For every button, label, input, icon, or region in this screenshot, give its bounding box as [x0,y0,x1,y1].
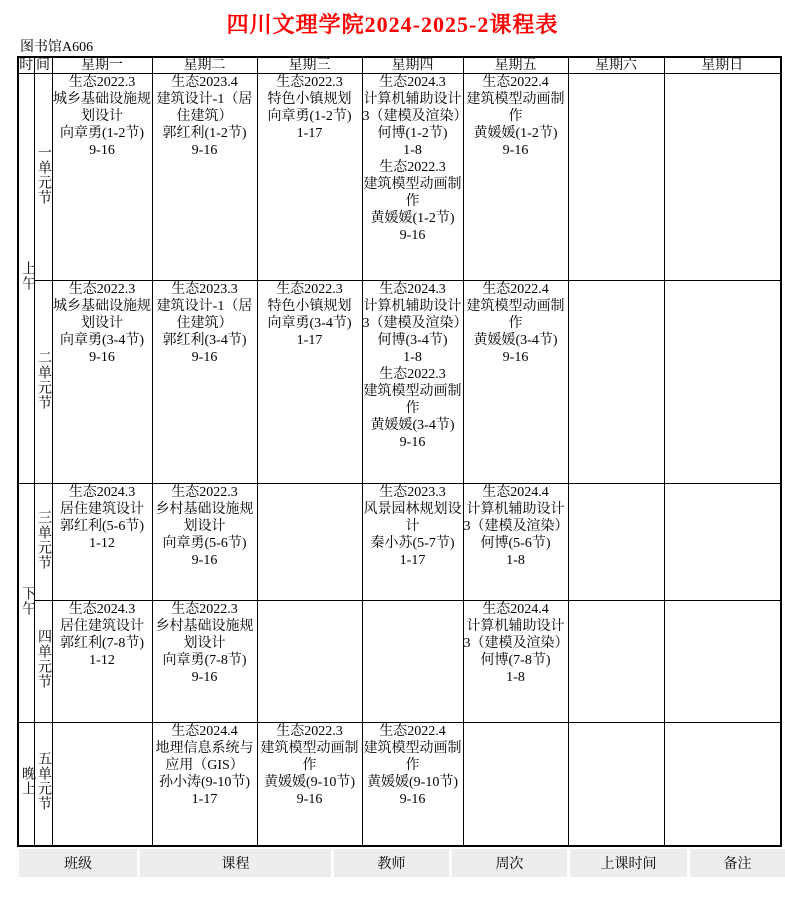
course-class: 生态2022.3 [379,160,446,175]
timetable-row [18,74,781,281]
course-teacher: 郭红利(7-8节) [60,636,144,651]
course-teacher: 秦小苏(5-7节) [370,536,455,551]
course-teacher: 向章勇(3-4节) [267,316,352,331]
course-weeks: 9-16 [399,228,426,243]
course-class: 生态2022.3 [171,602,238,617]
course-class: 生态2022.3 [171,485,238,500]
course-name: 居住建筑设计 [60,619,144,634]
course-class: 生态2024.4 [482,602,549,617]
course-cell [52,723,152,846]
unit-label-1: 二单元节 [34,281,52,484]
course-entry [464,281,568,366]
course-class: 生态2023.3 [379,485,446,500]
course-teacher: 黄媛媛(1-2节) [370,211,455,226]
course-teacher: 黄媛媛(9-10节) [367,775,458,790]
course-teacher: 向章勇(5-6节) [162,536,247,551]
timetable-body [18,74,781,846]
course-cell [664,601,781,723]
course-cell [362,484,463,601]
course-class: 生态2023.4 [171,75,238,90]
course-entry [258,281,362,349]
course-weeks: 9-16 [89,350,115,365]
course-entry [464,601,568,686]
course-cell [463,281,568,484]
header-time-char-2: 间 [36,58,50,73]
course-entry [464,74,568,159]
legend-teacher: 教师 [334,849,449,877]
course-name: 计算机辅助设计3（建模及渲染） [362,92,468,124]
course-entry [153,484,257,569]
course-cell [152,484,257,601]
course-name: 城乡基础设施规划设计 [53,299,151,331]
timetable [17,56,782,847]
course-cell [463,74,568,281]
course-cell [664,74,781,281]
course-cell [568,281,664,484]
course-name: 计算机辅助设计3（建模及渲染） [463,502,569,534]
course-name: 地理信息系统与应用（GIS） [155,741,254,773]
course-weeks: 1-8 [403,143,422,158]
course-teacher: 何博(7-8节) [480,653,551,668]
legend-course: 课程 [140,849,331,877]
course-cell [257,601,362,723]
course-weeks: 1-17 [191,792,218,807]
course-name: 建筑设计-1（居住建筑） [156,92,253,124]
header-day-sun: 星期日 [664,57,781,74]
course-weeks: 1-12 [89,653,115,668]
course-class: 生态2022.3 [379,367,446,382]
course-cell [664,484,781,601]
course-cell [664,723,781,846]
course-weeks: 9-16 [399,792,426,807]
course-cell [257,723,362,846]
course-name: 特色小镇规划 [267,299,352,314]
course-teacher: 向章勇(3-4节) [60,333,144,348]
course-teacher: 何博(1-2节) [377,126,448,141]
course-cell [568,484,664,601]
course-cell [152,281,257,484]
course-cell [362,723,463,846]
course-entry [363,484,463,569]
course-entry [153,601,257,686]
timetable-row [18,723,781,846]
timetable-row [18,601,781,723]
course-class: 生态2022.4 [482,282,549,297]
course-cell [257,74,362,281]
course-cell [152,601,257,723]
course-cell [463,484,568,601]
course-name: 乡村基础设施规划设计 [155,619,254,651]
course-class: 生态2022.3 [276,724,343,739]
course-cell [362,601,463,723]
course-teacher: 黄媛媛(1-2节) [473,126,558,141]
course-name: 特色小镇规划 [267,92,352,107]
course-weeks: 1-8 [506,553,525,568]
course-cell [152,74,257,281]
course-weeks: 9-16 [191,670,218,685]
course-weeks: 1-17 [296,333,323,348]
course-weeks: 9-16 [502,143,529,158]
course-cell [568,74,664,281]
course-teacher: 郭红利(3-4节) [162,333,247,348]
course-class: 生态2022.3 [68,75,136,90]
course-weeks: 1-8 [506,670,525,685]
course-entry [153,723,257,808]
course-name: 计算机辅助设计3（建模及渲染） [362,299,468,331]
course-entry [362,74,468,159]
course-weeks: 1-12 [89,536,115,551]
course-name: 建筑模型动画制作 [363,177,462,209]
page-title: 四川文理学院2024-2025-2课程表 [226,12,559,37]
course-teacher: 向章勇(1-2节) [267,109,352,124]
unit-label-0: 一单元节 [34,74,52,281]
header-row [18,57,781,74]
course-entry [258,723,362,808]
course-class: 生态2024.4 [482,485,549,500]
course-weeks: 1-17 [399,553,426,568]
course-class: 生态2024.3 [379,75,446,90]
course-weeks: 9-16 [191,553,218,568]
unit-label-4: 五单元节 [34,723,52,846]
course-teacher: 郭红利(5-6节) [60,519,144,534]
course-name: 建筑模型动画制作 [363,741,462,773]
course-weeks: 9-16 [399,435,426,450]
course-entry [363,723,463,808]
course-class: 生态2024.4 [171,724,238,739]
course-class: 生态2023.3 [171,282,238,297]
course-teacher: 黄媛媛(9-10节) [264,775,355,790]
course-cell [568,723,664,846]
session-label-1: 下午 [18,484,34,723]
course-cell [52,484,152,601]
course-cell [152,723,257,846]
course-teacher: 郭红利(1-2节) [162,126,247,141]
course-entry [53,74,152,159]
course-teacher: 向章勇(7-8节) [162,653,247,668]
room-label: 图书馆A606 [20,40,94,55]
header-time-char-1: 时 [19,58,34,73]
course-name: 风景园林规划设计 [363,502,462,534]
course-teacher: 黄媛媛(3-4节) [473,333,558,348]
course-weeks: 9-16 [191,350,218,365]
header-day-mon: 星期一 [52,57,152,74]
course-class: 生态2022.4 [482,75,549,90]
course-entry [362,281,468,366]
course-weeks: 9-16 [191,143,218,158]
course-cell [257,281,362,484]
session-label-2: 晚上 [18,723,34,846]
legend-footer [19,849,785,877]
course-weeks: 1-17 [296,126,323,141]
header-day-tue: 星期二 [152,57,257,74]
unit-label-3: 四单元节 [34,601,52,723]
course-class: 生态2024.3 [68,485,136,500]
course-cell [463,601,568,723]
course-weeks: 9-16 [502,350,529,365]
course-entry [153,281,257,366]
course-teacher: 何博(3-4节) [377,333,448,348]
header-day-fri: 星期五 [463,57,568,74]
course-teacher: 孙小涛(9-10节) [159,775,250,790]
course-entry [53,281,152,366]
course-cell [52,74,152,281]
course-weeks: 9-16 [89,143,115,158]
course-weeks: 1-8 [403,350,422,365]
course-name: 居住建筑设计 [60,502,144,517]
course-name: 城乡基础设施规划设计 [53,92,151,124]
course-class: 生态2022.3 [68,282,136,297]
course-weeks: 9-16 [296,792,323,807]
course-cell [257,484,362,601]
course-name: 建筑模型动画制作 [466,92,565,124]
timetable-row [18,484,781,601]
course-cell [52,281,152,484]
course-class: 生态2022.4 [379,724,446,739]
course-class: 生态2022.3 [276,75,343,90]
course-name: 建筑模型动画制作 [260,741,359,773]
course-entry [363,366,463,451]
course-cell [568,601,664,723]
course-class: 生态2024.3 [379,282,446,297]
course-teacher: 黄媛媛(3-4节) [370,418,455,433]
course-entry [464,484,568,569]
unit-label-2: 三单元节 [34,484,52,601]
course-name: 建筑设计-1（居住建筑） [156,299,253,331]
course-entry [153,74,257,159]
course-name: 建筑模型动画制作 [363,384,462,416]
course-class: 生态2022.3 [276,282,343,297]
legend-remarks: 备注 [690,849,785,877]
course-cell [362,74,468,281]
course-entry [258,74,362,142]
course-cell [362,281,468,484]
course-entry [53,484,152,552]
course-name: 建筑模型动画制作 [466,299,565,331]
header-day-wed: 星期三 [257,57,362,74]
course-cell [664,281,781,484]
course-entry [53,601,152,669]
course-name: 乡村基础设施规划设计 [155,502,254,534]
legend-class: 班级 [19,849,137,877]
header-day-thu: 星期四 [362,57,463,74]
course-entry [363,159,463,244]
header-day-sat: 星期六 [568,57,664,74]
course-class: 生态2024.3 [68,602,136,617]
course-cell [463,723,568,846]
course-teacher: 向章勇(1-2节) [60,126,144,141]
legend-class-time: 上课时间 [570,849,687,877]
timetable-row [18,281,781,484]
session-label-0: 上午 [18,74,34,484]
legend-weeks: 周次 [452,849,567,877]
course-cell [52,601,152,723]
course-name: 计算机辅助设计3（建模及渲染） [463,619,569,651]
course-teacher: 何博(5-6节) [480,536,551,551]
